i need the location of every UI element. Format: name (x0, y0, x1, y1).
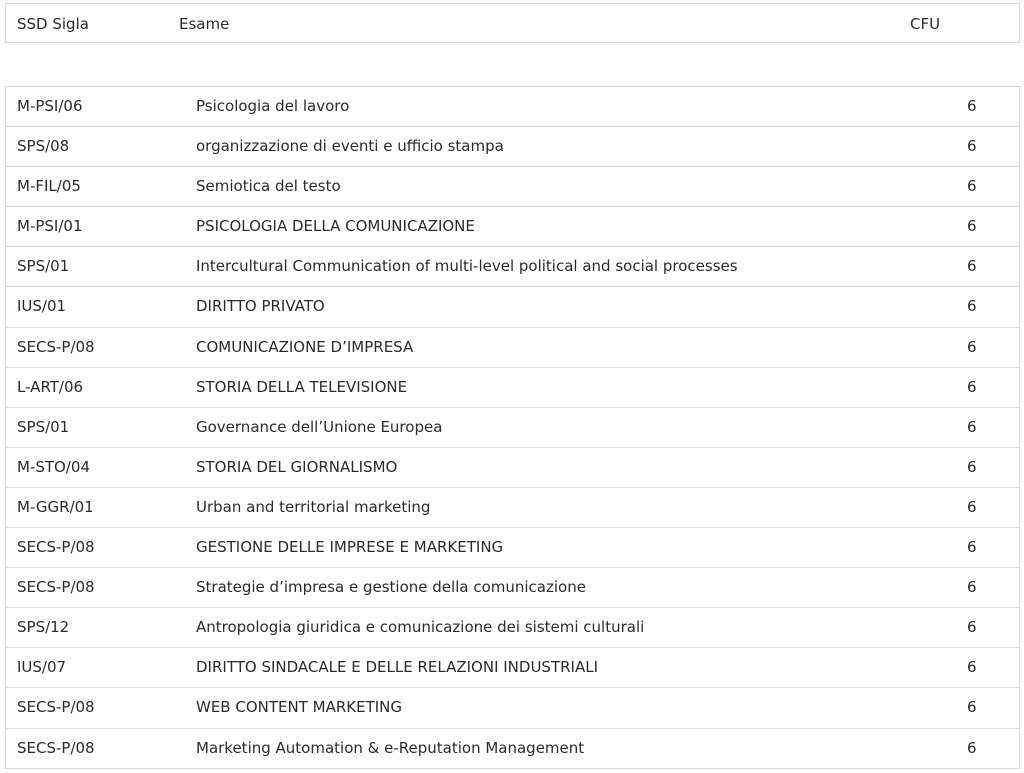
cell-esame: organizzazione di eventi e ufficio stampa (196, 137, 504, 156)
cell-esame: Governance dell’Unione Europea (196, 417, 443, 436)
cell-cfu: 6 (967, 177, 977, 196)
cell-ssd: M-PSI/01 (17, 217, 83, 236)
table-row (6, 368, 1019, 408)
table-row (6, 528, 1019, 568)
cell-esame: STORIA DELLA TELEVISIONE (196, 377, 408, 396)
table-row (6, 568, 1019, 608)
cell-ssd: M-PSI/06 (17, 97, 83, 115)
cell-esame: Urban and territorial marketing (196, 497, 431, 516)
cell-cfu: 6 (967, 417, 977, 436)
cell-cfu: 6 (967, 137, 977, 156)
cell-cfu: 6 (967, 337, 977, 356)
cell-esame: Strategie d’impresa e gestione della comunicazione (196, 578, 586, 597)
header-ssd-sigla: SSD Sigla (17, 15, 89, 33)
cell-cfu: 6 (967, 658, 977, 677)
cell-ssd: SECS-P/08 (17, 337, 95, 356)
table-row (6, 608, 1019, 648)
cell-esame: DIRITTO PRIVATO (196, 297, 325, 316)
cell-esame: Antropologia giuridica e comunicazione dei sistemi culturali (196, 618, 645, 637)
cell-esame: WEB CONTENT MARKETING (196, 698, 403, 717)
cell-esame: Semiotica del testo (196, 177, 341, 196)
cell-ssd: SPS/01 (17, 257, 70, 276)
table-header (5, 3, 1020, 43)
exam-table (5, 86, 1020, 769)
cell-cfu: 6 (967, 538, 977, 557)
cell-cfu: 6 (967, 738, 977, 757)
cell-cfu: 6 (967, 297, 977, 316)
table-row (6, 648, 1019, 688)
cell-ssd: SECS-P/08 (17, 578, 95, 597)
table-row (6, 729, 1019, 769)
cell-cfu: 6 (967, 578, 977, 597)
cell-esame: Marketing Automation & e-Reputation Management (196, 738, 585, 757)
cell-ssd: SECS-P/08 (17, 738, 95, 757)
cell-ssd: IUS/01 (17, 297, 67, 316)
cell-ssd: SECS-P/08 (17, 698, 95, 717)
cell-cfu: 6 (967, 377, 977, 396)
table-row (6, 87, 1019, 127)
table-row (6, 207, 1019, 247)
cell-esame: GESTIONE DELLE IMPRESE E MARKETING (196, 538, 504, 557)
cell-ssd: SPS/08 (17, 137, 70, 156)
cell-esame: STORIA DEL GIORNALISMO (196, 457, 398, 476)
cell-ssd: SPS/12 (17, 618, 70, 637)
table-row (6, 287, 1019, 327)
table-row (6, 127, 1019, 167)
table-row (6, 247, 1019, 287)
cell-ssd: L-ART/06 (17, 377, 84, 396)
cell-cfu: 6 (967, 97, 977, 115)
cell-cfu: 6 (967, 698, 977, 717)
header-cfu: CFU (910, 15, 941, 33)
cell-cfu: 6 (967, 457, 977, 476)
table-row (6, 688, 1019, 728)
cell-ssd: IUS/07 (17, 658, 67, 677)
cell-esame: COMUNICAZIONE D’IMPRESA (196, 337, 414, 356)
cell-ssd: M-FIL/05 (17, 177, 81, 196)
cell-ssd: SECS-P/08 (17, 538, 95, 557)
cell-esame: Intercultural Communication of multi-level political and social processes (196, 257, 738, 276)
table-row (6, 328, 1019, 368)
table-row (6, 448, 1019, 488)
table-row (6, 167, 1019, 207)
cell-cfu: 6 (967, 257, 977, 276)
cell-cfu: 6 (967, 618, 977, 637)
cell-esame: DIRITTO SINDACALE E DELLE RELAZIONI INDUSTRIALI (196, 658, 599, 677)
header-esame: Esame (179, 15, 230, 33)
cell-cfu: 6 (967, 497, 977, 516)
cell-esame: PSICOLOGIA DELLA COMUNICAZIONE (196, 217, 475, 236)
table-row (6, 408, 1019, 448)
cell-esame: Psicologia del lavoro (196, 97, 350, 115)
cell-ssd: M-GGR/01 (17, 497, 94, 516)
cell-ssd: M-STO/04 (17, 457, 90, 476)
cell-ssd: SPS/01 (17, 417, 70, 436)
cell-cfu: 6 (967, 217, 977, 236)
table-row (6, 488, 1019, 528)
